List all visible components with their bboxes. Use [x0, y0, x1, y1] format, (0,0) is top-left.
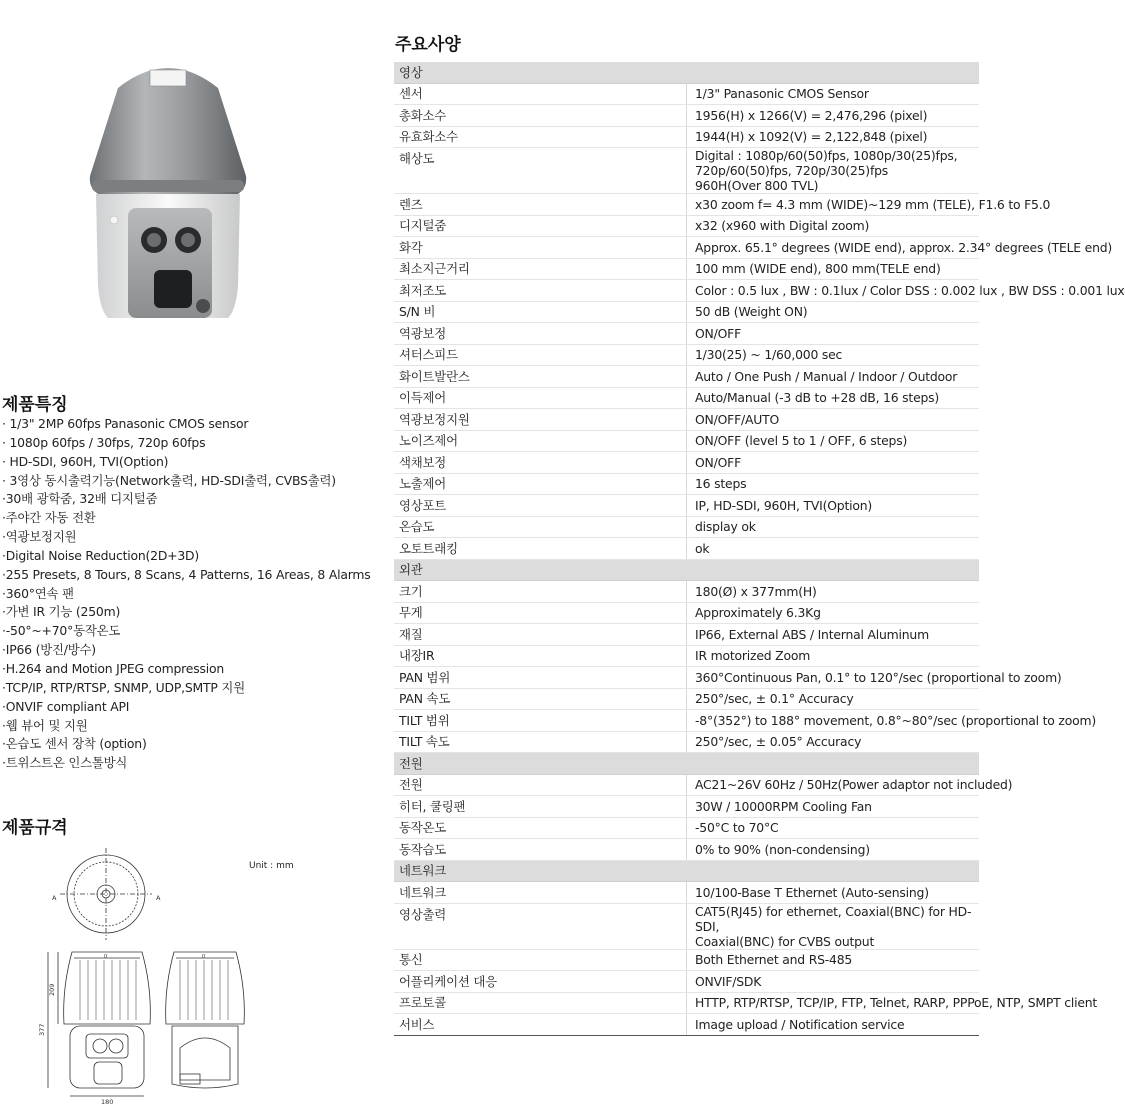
- spec-row: [394, 538, 979, 560]
- spec-value: ON/OFF/AUTO: [687, 409, 980, 431]
- feature-item: ·주야간 자동 전환: [2, 510, 96, 526]
- spec-label: 화이트발란스: [394, 366, 687, 388]
- spec-value: 100 mm (WIDE end), 800 mm(TELE end): [687, 258, 980, 280]
- height-upper-label: 209: [48, 983, 56, 996]
- width-label: 180: [101, 1098, 114, 1106]
- feature-item: ·Digital Noise Reduction(2D+3D): [2, 547, 200, 563]
- spec-row: [394, 949, 979, 971]
- spec-label: 서비스: [394, 1014, 687, 1036]
- spec-value: 250°/sec, ± 0.1° Accuracy: [687, 688, 980, 710]
- spec-row: [394, 882, 979, 904]
- unit-label: Unit : mm: [249, 861, 294, 871]
- spec-section-row: [394, 62, 979, 83]
- spec-row: [394, 301, 979, 323]
- spec-label: 역광보정: [394, 323, 687, 345]
- section-label-a-left: A: [52, 894, 57, 902]
- spec-label: 동작습도: [394, 839, 687, 861]
- spec-value: Both Ethernet and RS-485: [687, 949, 980, 971]
- spec-row: [394, 624, 979, 646]
- feature-item: ·IP66 (방진/방수): [2, 642, 96, 658]
- spec-value: 10/100-Base T Ethernet (Auto-sensing): [687, 882, 980, 904]
- feature-item: ·30배 광학줌, 32배 디지털줌: [2, 491, 158, 507]
- spec-section-label: 외관: [394, 559, 979, 581]
- feature-item: ·ONVIF compliant API: [2, 698, 130, 714]
- spec-row: [394, 667, 979, 689]
- spec-value: [687, 148, 980, 194]
- feature-item: ·웹 뷰어 및 지원: [2, 717, 88, 733]
- feature-item: ·-50°~+70°동작온도: [2, 623, 121, 639]
- feature-item: ·TCP/IP, RTP/RTSP, SNMP, UDP,SMTP 지원: [2, 679, 245, 695]
- spec-label: 네트워크: [394, 882, 687, 904]
- spec-row: [394, 280, 979, 302]
- spec-label: 영상출력: [394, 903, 687, 949]
- spec-label: 전원: [394, 774, 687, 796]
- spec-row: [394, 839, 979, 861]
- spec-section-row: [394, 860, 979, 882]
- spec-value: Color : 0.5 lux , BW : 0.1lux / Color DSS : 0.002 lux , BW DSS : 0.001 lux: [687, 280, 980, 302]
- svg-text:0: 0: [104, 954, 108, 960]
- feature-item: ·역광보정지원: [2, 529, 77, 545]
- spec-label: TILT 속도: [394, 731, 687, 753]
- spec-value: IR motorized Zoom: [687, 645, 980, 667]
- spec-value: [687, 903, 980, 949]
- spec-row: [394, 796, 979, 818]
- spec-label: 통신: [394, 949, 687, 971]
- spec-row: [394, 688, 979, 710]
- spec-value: ON/OFF: [687, 323, 980, 345]
- spec-label: 유효화소수: [394, 126, 687, 148]
- spec-value: -50°C to 70°C: [687, 817, 980, 839]
- spec-row: [394, 237, 979, 259]
- spec-row: [394, 83, 979, 105]
- spec-row: [394, 971, 979, 993]
- spec-row: [394, 516, 979, 538]
- spec-row: [394, 126, 979, 148]
- spec-value: 250°/sec, ± 0.05° Accuracy: [687, 731, 980, 753]
- spec-value-line: Coaxial(BNC) for CVBS output: [695, 933, 875, 949]
- spec-label: 총화소수: [394, 105, 687, 127]
- spec-label: PAN 속도: [394, 688, 687, 710]
- spec-value: display ok: [687, 516, 980, 538]
- spec-row: [394, 366, 979, 388]
- spec-value: Auto/Manual (-3 dB to +28 dB, 16 steps): [687, 387, 980, 409]
- feature-item: ·가변 IR 기능 (250m): [2, 604, 121, 620]
- spec-label: 크기: [394, 581, 687, 603]
- feature-item: ·255 Presets, 8 Tours, 8 Scans, 4 Patterns, 16 Areas, 8 Alarms: [2, 566, 371, 582]
- dimensions-title: 제품규격: [2, 818, 68, 838]
- spec-label: S/N 비: [394, 301, 687, 323]
- spec-value: -8°(352°) to 188° movement, 0.8°~80°/sec (proportional to zoom): [687, 710, 980, 732]
- spec-row: [394, 774, 979, 796]
- spec-label: 색채보정: [394, 452, 687, 474]
- spec-value: 16 steps: [687, 473, 980, 495]
- feature-item: · 1080p 60fps / 30fps, 720p 60fps: [2, 434, 206, 450]
- spec-value: Approximately 6.3Kg: [687, 602, 980, 624]
- dimension-drawing: [30, 848, 265, 1106]
- features-list: [2, 415, 371, 773]
- spec-value-line: CAT5(RJ45) for ethernet, Coaxial(BNC) for HD-SDI,: [695, 903, 972, 934]
- spec-value: Auto / One Push / Manual / Indoor / Outdoor: [687, 366, 980, 388]
- feature-item: ·온습도 센서 장착 (option): [2, 736, 147, 752]
- spec-label: 렌즈: [394, 194, 687, 216]
- spec-section-row: [394, 559, 979, 581]
- spec-row: [394, 430, 979, 452]
- spec-value: 50 dB (Weight ON): [687, 301, 980, 323]
- spec-table: [394, 62, 1125, 1036]
- features-title: 제품특징: [2, 395, 68, 415]
- spec-value: HTTP, RTP/RTSP, TCP/IP, FTP, Telnet, RARP, PPPoE, NTP, SMPT client: [687, 992, 980, 1014]
- spec-value: ONVIF/SDK: [687, 971, 980, 993]
- feature-item: ·트위스트온 인스톨방식: [2, 755, 128, 771]
- spec-row: [394, 903, 979, 949]
- spec-value: AC21~26V 60Hz / 50Hz(Power adaptor not included): [687, 774, 980, 796]
- spec-label: 최소지근거리: [394, 258, 687, 280]
- spec-label: 내장IR: [394, 645, 687, 667]
- spec-label: 노이즈제어: [394, 430, 687, 452]
- spec-value: IP, HD-SDI, 960H, TVI(Option): [687, 495, 980, 517]
- spec-value: 180(Ø) x 377mm(H): [687, 581, 980, 603]
- spec-value: 1944(H) x 1092(V) = 2,122,848 (pixel): [687, 126, 980, 148]
- page-title: 주요사양: [395, 35, 461, 55]
- spec-value-line: 960H(Over 800 TVL): [695, 178, 819, 193]
- spec-value: 30W / 10000RPM Cooling Fan: [687, 796, 980, 818]
- ptz-camera-image: [78, 48, 258, 338]
- spec-section-label: 전원: [394, 753, 979, 775]
- spec-row: [394, 1014, 979, 1036]
- feature-item: · 1/3" 2MP 60fps Panasonic CMOS sensor: [2, 416, 249, 431]
- spec-label: 이득제어: [394, 387, 687, 409]
- spec-row: [394, 148, 979, 194]
- spec-value: 0% to 90% (non-condensing): [687, 839, 980, 861]
- feature-item: · 3영상 동시출력기능(Network출력, HD-SDI출력, CVBS출력): [2, 472, 336, 488]
- spec-row: [394, 258, 979, 280]
- spec-value: x30 zoom f= 4.3 mm (WIDE)~129 mm (TELE), F1.6 to F5.0: [687, 194, 980, 216]
- spec-row: [394, 495, 979, 517]
- spec-label: 최저조도: [394, 280, 687, 302]
- spec-value: Image upload / Notification service: [687, 1014, 980, 1036]
- spec-label: 센서: [394, 83, 687, 105]
- spec-value: IP66, External ABS / Internal Aluminum: [687, 624, 980, 646]
- spec-row: [394, 473, 979, 495]
- spec-label: 해상도: [394, 148, 687, 194]
- section-label-a-right: A: [156, 894, 161, 902]
- spec-label: 영상포트: [394, 495, 687, 517]
- feature-item: ·360°연속 팬: [2, 585, 74, 601]
- spec-label: 프로토콜: [394, 992, 687, 1014]
- spec-value: Approx. 65.1° degrees (WIDE end), approx. 2.34° degrees (TELE end): [687, 237, 980, 259]
- spec-row: [394, 194, 979, 216]
- spec-value: 1/30(25) ~ 1/60,000 sec: [687, 344, 980, 366]
- spec-label: 어플리케이션 대응: [394, 971, 687, 993]
- spec-label: 히터, 쿨링팬: [394, 796, 687, 818]
- spec-label: TILT 범위: [394, 710, 687, 732]
- spec-label: 재질: [394, 624, 687, 646]
- spec-row: [394, 731, 979, 753]
- feature-item: · HD-SDI, 960H, TVI(Option): [2, 453, 169, 469]
- spec-row: [394, 452, 979, 474]
- spec-row: [394, 323, 979, 345]
- spec-row: [394, 105, 979, 127]
- spec-row: [394, 817, 979, 839]
- spec-section-row: [394, 753, 979, 775]
- spec-label: 셔터스피드: [394, 344, 687, 366]
- spec-label: 온습도: [394, 516, 687, 538]
- spec-row: [394, 710, 979, 732]
- spec-value: ON/OFF: [687, 452, 980, 474]
- spec-row: [394, 409, 979, 431]
- spec-label: 디지털줌: [394, 215, 687, 237]
- spec-value: ok: [687, 538, 980, 560]
- spec-section-label: 네트워크: [394, 860, 979, 882]
- spec-value: 1956(H) x 1266(V) = 2,476,296 (pixel): [687, 105, 980, 127]
- spec-row: [394, 992, 979, 1014]
- spec-value: ON/OFF (level 5 to 1 / OFF, 6 steps): [687, 430, 980, 452]
- spec-label: 역광보정지원: [394, 409, 687, 431]
- spec-label: 노출제어: [394, 473, 687, 495]
- spec-label: 오토트래킹: [394, 538, 687, 560]
- spec-label: 동작온도: [394, 817, 687, 839]
- height-total-label: 377: [38, 1023, 46, 1036]
- spec-row: [394, 602, 979, 624]
- spec-label: PAN 범위: [394, 667, 687, 689]
- svg-text:0: 0: [202, 954, 206, 960]
- spec-label: 무게: [394, 602, 687, 624]
- spec-value-line: Digital : 1080p/60(50)fps, 1080p/30(25)fps, 720p/60(50)fps, 720p/30(25)fps: [695, 148, 958, 178]
- spec-value: x32 (x960 with Digital zoom): [687, 215, 980, 237]
- spec-row: [394, 215, 979, 237]
- spec-row: [394, 344, 979, 366]
- spec-row: [394, 645, 979, 667]
- feature-item: ·H.264 and Motion JPEG compression: [2, 660, 225, 676]
- spec-row: [394, 387, 979, 409]
- spec-row: [394, 581, 979, 603]
- spec-label: 화각: [394, 237, 687, 259]
- spec-value: 360°Continuous Pan, 0.1° to 120°/sec (proportional to zoom): [687, 667, 980, 689]
- spec-value: 1/3" Panasonic CMOS Sensor: [687, 83, 980, 105]
- spec-section-label: 영상: [394, 62, 979, 83]
